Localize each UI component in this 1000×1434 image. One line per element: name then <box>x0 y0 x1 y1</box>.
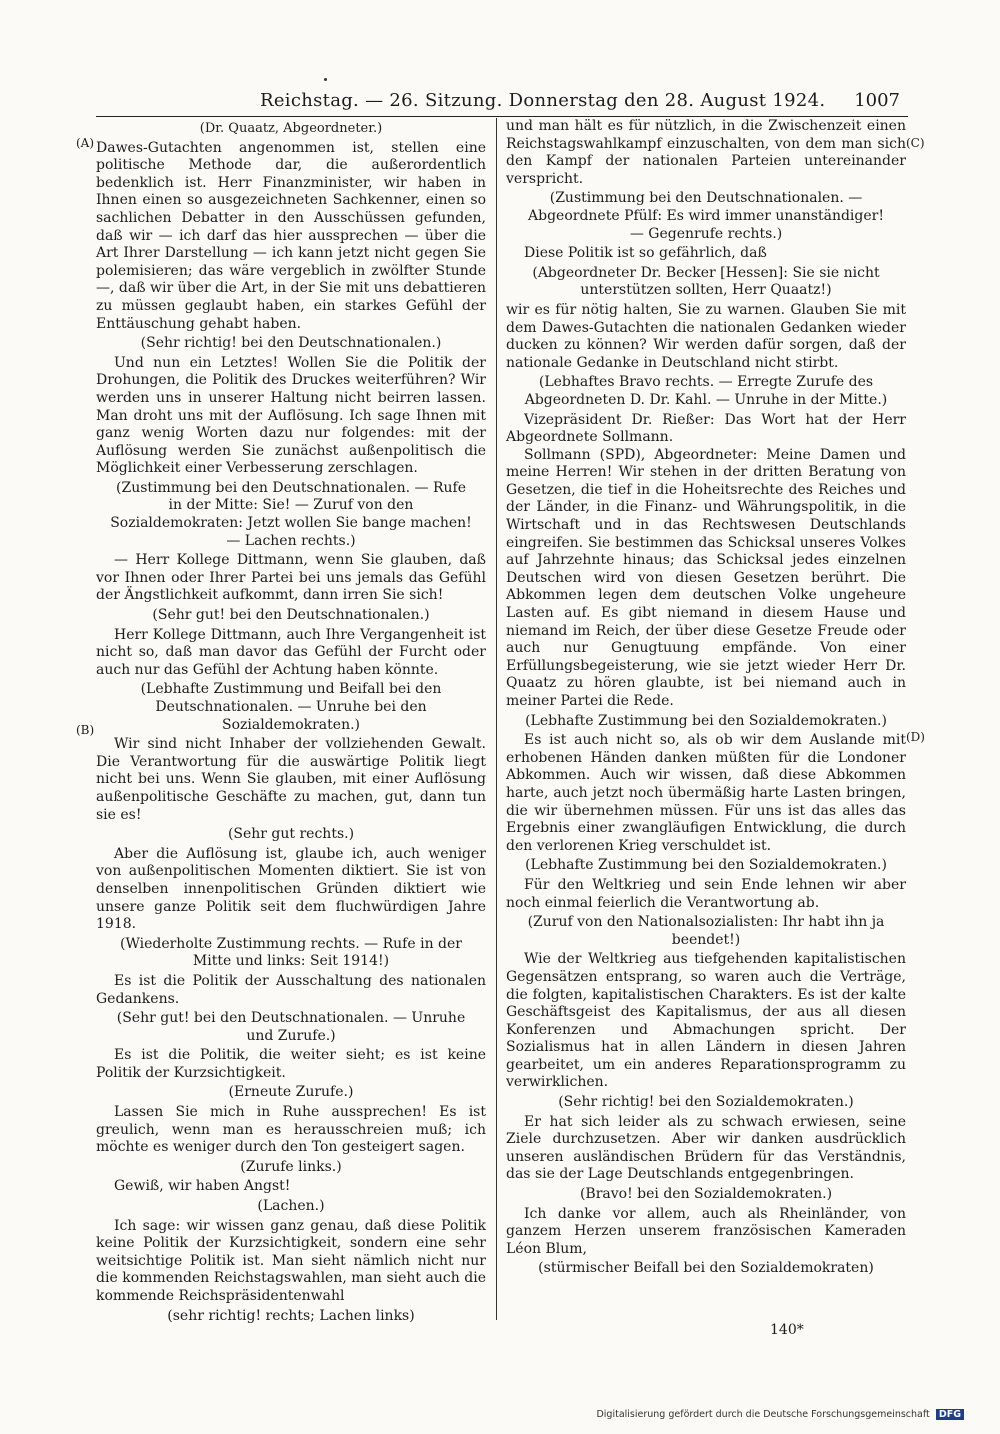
interjection: (Sehr richtig! bei den Sozialdemokraten.) <box>558 1094 854 1111</box>
margin-label-a: (A) <box>76 136 95 150</box>
credit-text: Digitalisierung gefördert durch die Deutsche Forschungsgemeinschaft <box>596 1409 930 1420</box>
left-column <box>96 118 486 1327</box>
paragraph: Ich danke vor allem, auch als Rheinländer, von ganzem Herzen unserem französischen Kameraden Léon Blum, <box>506 1205 906 1257</box>
paragraph: Herr Kollege Dittmann, auch Ihre Vergangenheit ist nicht so, daß man davor das Gefühl der Furcht oder auch nur das Gefühl der Achtung haben könnte. <box>96 626 486 678</box>
paragraph: Er hat sich leider als zu schwach erwiesen, seine Ziele durchzusetzen. Aber wir danken ausdrücklich unseren ausländischen Brüdern für das Verständnis, das sie der Lage Deutschlands entgegenbringen. <box>506 1113 906 1183</box>
paragraph: Diese Politik ist so gefährlich, daß <box>524 245 767 262</box>
paragraph: Vizepräsident Dr. Rießer: Das Wort hat der Herr Abgeordnete Sollmann. <box>506 411 906 446</box>
paragraph: Lassen Sie mich in Ruhe aussprechen! Es ist greulich, wenn man es herausschreien muß; ich möchte es weniger durch den Ton gesteigert sagen. <box>96 1104 486 1156</box>
interjection: (Zustimmung bei den Deutschnationalen. — Rufe in der Mitte: Sie! — Zuruf von den Sozialdemokraten: Jetzt wollen Sie bange machen! — Lachen rechts.) <box>110 479 472 549</box>
interjection: (Erneute Zurufe.) <box>228 1084 354 1101</box>
signature-mark: 140* <box>770 1322 804 1338</box>
paragraph: Aber die Auflösung ist, glaube ich, auch weniger von außenpolitischen Momenten diktiert. Sie ist von denselben innenpolitischen Gründen diktiert wie unsere ganze Politik seit dem fluchwürdigen Jahre 1918. <box>96 845 486 933</box>
interjection: (Wiederholte Zustimmung rechts. — Rufe in der Mitte und links: Seit 1914!) <box>120 935 462 970</box>
footer-credit <box>596 1409 964 1420</box>
interjection: (Lebhafte Zustimmung und Beifall bei den Deutschnationalen. — Unruhe bei den Sozialdemokraten.) <box>140 681 442 733</box>
interjection: (Zustimmung bei den Deutschnationalen. — Abgeordnete Pfülf: Es wird immer unanständiger! — Gegenrufe rechts.) <box>528 190 884 242</box>
dfg-logo: DFG <box>936 1409 964 1420</box>
interjection: (Lachen.) <box>257 1198 325 1215</box>
speaker-line: (Dr. Quaatz, Abgeordneter.) <box>199 121 383 136</box>
interjection: (Zuruf von den Nationalsozialisten: Ihr habt ihn ja beendet!) <box>527 914 885 948</box>
interjection: (Bravo! bei den Sozialdemokraten.) <box>579 1186 833 1203</box>
margin-label-d: (D) <box>906 730 925 744</box>
header-rule <box>96 116 908 117</box>
interjection: (Sehr gut! bei den Deutschnationalen.) <box>152 607 430 624</box>
interjection: (Zurufe links.) <box>240 1158 342 1175</box>
paragraph: Für den Weltkrieg und sein Ende lehnen wir aber noch einmal feierlich die Verantwortung ab. <box>506 876 906 911</box>
paragraph: Wie der Weltkrieg aus tiefgehenden kapitalistischen Gegensätzen entsprang, so waren auch die Verträge, die folgten, kapitalistischen Charakters. Es ist der kalte Geschäftsgeist des Kapitalismus, der aus all diesen Konferenzen und Abmachungen spricht. Der Sozialismus hat in allen Ländern in diesen Jahren gearbeitet, um ein anderes Reparationsprogramm zu verwirklichen. <box>506 951 906 1091</box>
interjection: (stürmischer Beifall bei den Sozialdemokraten) <box>538 1260 874 1277</box>
paragraph: Es ist die Politik, die weiter sieht; es ist keine Politik der Kurzsichtigkeit. <box>96 1047 486 1081</box>
paragraph: und man hält es für nützlich, in die Zwischenzeit einen Reichstagswahlkampf einzuschalten, von dem man sich den Kampf der nationalen Parteien untereinander verspricht. <box>506 118 906 187</box>
paragraph: Und nun ein Letztes! Wollen Sie die Politik der Drohungen, die Politik des Druckes weiterführen? Wir werden uns in unserer Haltung nicht beirren lassen. Man droht uns mit der Auflösung. Ich sage Ihnen mit ganz wenig Worten dazu nur folgendes: mit der Auflösung werden Sie zunächst außenpolitisch die Möglichkeit einer Verbesserung zerschlagen. <box>96 354 486 477</box>
paragraph: Dawes-Gutachten angenommen ist, stellen eine politische Methode dar, die außerordentlich bedenklich ist. Herr Finanzminister, wir haben in Ihnen einen so ausgezeichneten Sachkenner, einen so sachlichen Debatter in den Ausschüssen gefunden, daß wir — ich darf das hier aussprechen — über die Art Ihrer Darstellung — ich kann jetzt nicht gegen Sie polemisieren; das wäre vergeblich in zwölfter Stunde —, daß wir über die Art, in der Sie mit uns debattieren zu müssen geglaubt haben, ein starkes Gefühl der Enttäuschung gehabt haben. <box>96 139 486 332</box>
interjection: (Sehr gut! bei den Deutschnationalen. — Unruhe und Zurufe.) <box>116 1010 466 1044</box>
paragraph: Es ist auch nicht so, als ob wir dem Auslande mit erhobenen Händen danken müßten für die Londoner Abkommen. Auch wir wissen, daß diese Abkommen harte, auch jetzt noch übermäßig harte Lasten bringen, die wir übernehmen müssen. Für uns ist das alles das Ergebnis einer zwangläufigen Entwicklung, die durch den verlorenen Krieg verschuldet ist. <box>506 732 906 854</box>
interjection: (Sehr gut rechts.) <box>227 826 355 843</box>
margin-label-c: (C) <box>906 136 925 150</box>
interjection: (Lebhafte Zustimmung bei den Sozialdemokraten.) <box>525 712 887 729</box>
paragraph: — Herr Kollege Dittmann, wenn Sie glauben, daß vor Ihnen oder Ihrer Partei bei uns jemals das Gefühl der Ängstlichkeit aufkommt, dann irren Sie sich! <box>96 552 486 604</box>
page-number: 1007 <box>854 90 900 111</box>
margin-label-b: (B) <box>76 723 95 737</box>
page-header <box>100 90 900 116</box>
header-title: Reichstag. — 26. Sitzung. Donnerstag den 28. August 1924. <box>260 90 826 111</box>
column-divider <box>496 118 497 1320</box>
right-column <box>506 118 906 1280</box>
interjection: (Lebhaftes Bravo rechts. — Erregte Zurufe des Abgeordneten D. Dr. Kahl. — Unruhe in der Mitte.) <box>524 374 888 408</box>
paragraph: Ich sage: wir wissen ganz genau, daß diese Politik keine Politik der Kurzsichtigkeit, sondern eine sehr weitsichtige Politik ist. Man sieht nämlich nicht nur die kommenden Reichstagswahlen, man sieht auch die kommende Reichspräsidentenwahl <box>96 1217 486 1304</box>
print-speck <box>324 78 327 81</box>
interjection: (sehr richtig! rechts; Lachen links) <box>167 1307 415 1324</box>
interjection: (Abgeordneter Dr. Becker [Hessen]: Sie sie nicht unterstützen sollten, Herr Quaatz!) <box>532 264 880 299</box>
paragraph: Sollmann (SPD), Abgeordneter: Meine Damen und meine Herren! Wir stehen in der dritten Beratung von Gesetzen, die tief in die Hoheitsrechte des Reiches und der Länder, in die Finanz- und Währungspolitik, in die Wirtschaft und in das Rechtswesen Deutschlands eingreifen. Sie bestimmen das Schicksal unseres Volkes auf Jahrzehnte hinaus; das Schicksal jedes einzelnen Deutschen wird von diesen Gesetzen berührt. Die Abkommen legen dem deutschen Volke ungeheure Lasten auf. Es gibt niemand in diesem Hause und niemand im Reich, der über diese Gesetze Freude oder auch nur Genugtuung empfände. Von einer Erfüllungsbegeisterung, wie sie jetzt wieder Herr Dr. Quaatz zu hören glaubte, ist bei niemand auch in meiner Partei die Rede. <box>506 446 906 709</box>
paragraph: Gewiß, wir haben Angst! <box>114 1178 291 1195</box>
paragraph: wir es für nötig halten, Sie zu warnen. Glauben Sie mit dem Dawes-Gutachten die nationalen Gedanken wieder ducken zu können? Wir werden dafür sorgen, daß der nationale Gedanke in Deutschland nicht stirbt. <box>506 301 906 371</box>
paragraph: Es ist die Politik der Ausschaltung des nationalen Gedankens. <box>96 972 486 1007</box>
interjection: (Sehr richtig! bei den Deutschnationalen.) <box>140 335 442 352</box>
paragraph: Wir sind nicht Inhaber der vollziehenden Gewalt. Die Verantwortung für die auswärtige Politik liegt nicht bei uns. Wenn Sie glauben, mit einer Auflösung außenpolitische Geschäfte zu machen, gut, dann tun sie es! <box>96 736 486 823</box>
interjection: (Lebhafte Zustimmung bei den Sozialdemokraten.) <box>525 857 887 874</box>
